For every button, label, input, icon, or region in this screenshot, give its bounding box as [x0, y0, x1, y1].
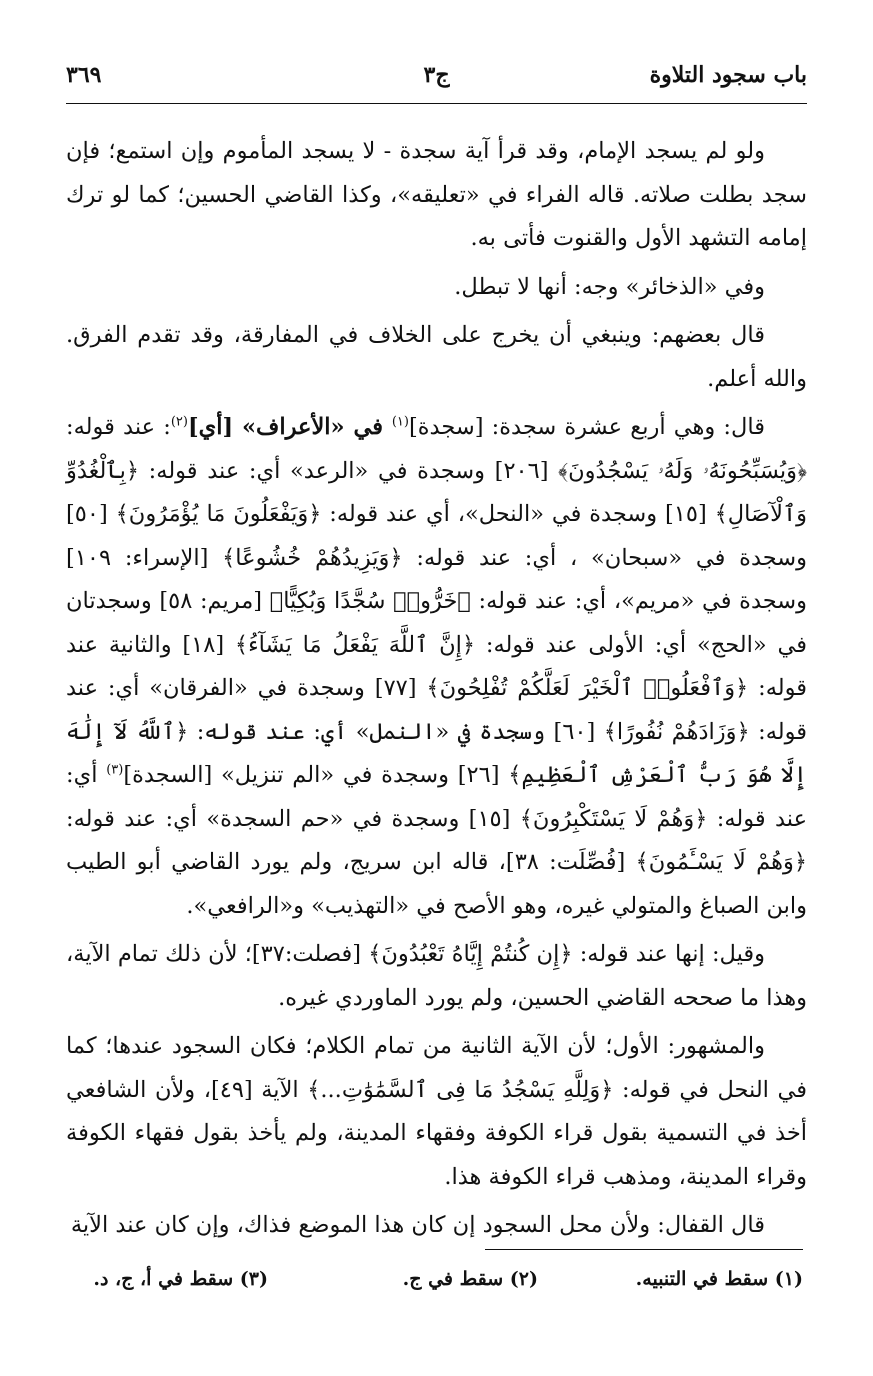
footnote-ref-1: (١): [391, 414, 409, 430]
chapter-title: باب سجود التلاوة: [649, 62, 807, 88]
paragraph: والمشهور: الأول؛ لأن الآية الثانية من تمام الكلام؛ فكان السجود عندها؛ كما في النحل في قوله: ﴿وَلِلَّهِ يَسْجُدُ مَا فِى ٱلسَّمَٰوَٰتِ...﴾ الآية [٤٩]، ولأن الشافعي أخذ في التسمية بقول قراء الكوفة وفقهاء المدينة، ولم يأخذ بقول فقهاء الكوفة وقراء المدينة، ومذهب قراء الكوفة هذا.: [66, 1033, 807, 1190]
running-header: [66, 58, 807, 98]
footnote-rule: [485, 1249, 803, 1250]
footnote-3: (٣) سقط في أ، ج، د.: [93, 1268, 268, 1290]
header-rule: [66, 103, 807, 104]
footnote-2: (٢) سقط في ج.: [402, 1268, 538, 1290]
footnote-1: (١) سقط في التنبيه.: [635, 1268, 803, 1290]
paragraph: قال القفال: ولأن محل السجود إن كان هذا الموضع فذاك، وإن كان عند الآية: [70, 1212, 765, 1238]
paragraph-mid: في «الأعراف» [أي]: [187, 414, 392, 440]
page-number: ٣٦٩: [66, 62, 102, 88]
paragraph: وفي «الذخائر» وجه: أنها لا تبطل.: [454, 273, 765, 300]
paragraph-rest: : عند قوله: ﴿وَيُسَبِّحُونَهُۥ وَلَهُۥ يَسْجُدُونَ﴾ [٢٠٦] وسجدة في «الرعد» أي: عند قوله: ﴿بِٱلْغُدُوِّ وَٱلْآصَالِ﴾ [١٥] وسجدة في «النحل»، أي عند قوله: ﴿وَيَفْعَلُونَ مَا يُؤْمَرُونَ﴾ [٥٠] وسجدة في «سبحان» ، أي: عند قوله: ﴿وَيَزِيدُهُمْ خُشُوعًا﴾ [الإسراء: ١٠٩] وسجدة في «مريم»، أي: عند قوله: ﴿خَرُّوا۟ سُجَّدًا وَبُكِيًّا﴾ [مريم: ٥٨] وسجدتان في «الحج» أي: الأولى عند قوله: ﴿إِنَّ ٱللَّهَ يَفْعَلُ مَا يَشَآءُ﴾ [١٨] والثانية عند قوله: ﴿وَٱفْعَلُوا۟ ٱلْخَيْرَ لَعَلَّكُمْ تُفْلِحُونَ﴾ [٧٧] وسجدة في «الفرقان» أي: عند قوله: ﴿وَزَادَهُمْ نُفُورًا﴾ [٦٠] وسجدة في «النمل» أي: عند قوله: ﴿ٱللَّهُ لَآ إِلَٰهَ إِلَّا هُوَ رَبُّ ٱلْعَرْشِ ٱلْعَظِيمِ﴾ [٢٦] وسجدة في «الم تنزيل» [السجدة]: [66, 414, 808, 788]
footnote-ref-2: (٢): [170, 414, 188, 430]
paragraph-tail: أي: عند قوله: ﴿وَهُمْ لَا يَسْتَكْبِرُونَ﴾ [١٥] وسجدة في «حم السجدة» أي: عند قوله: ﴿وَهُمْ لَا يَسْـَٔمُونَ﴾ [فُصِّلَت: ٣٨]، قاله ابن سريج، ولم يورد القاضي أبو الطيب وابن الصباغ والمتولي غيره، وهو الأصح في «التهذيب» و«الرافعي».: [66, 762, 808, 919]
volume-number: ج٣: [423, 62, 450, 88]
main-text: [66, 130, 807, 1253]
footnotes: [93, 1268, 803, 1298]
paragraph: وقيل: إنها عند قوله: ﴿إِن كُنتُمْ إِيَّاهُ تَعْبُدُونَ﴾ [فصلت:٣٧]؛ لأن ذلك تمام الآية، وهذا ما صححه القاضي الحسين، ولم يورد الماوردي غيره.: [66, 941, 807, 1011]
paragraph-lead: قال: وهي أربع عشرة سجدة: [سجدة]: [408, 414, 765, 440]
paragraph-sajdah-list: [66, 406, 807, 928]
paragraph: قال بعضهم: وينبغي أن يخرج على الخلاف في المفارقة، وقد تقدم الفرق. والله أعلم.: [66, 322, 807, 392]
footnote-ref-3: (٣): [106, 762, 124, 778]
paragraph: ولو لم يسجد الإمام، وقد قرأ آية سجدة - لا يسجد المأموم وإن استمع؛ فإن سجد بطلت صلاته. قاله الفراء في «تعليقه»، وكذا القاضي الحسين؛ كما لو ترك إمامه التشهد الأول والقنوت فأتى به.: [66, 138, 807, 251]
